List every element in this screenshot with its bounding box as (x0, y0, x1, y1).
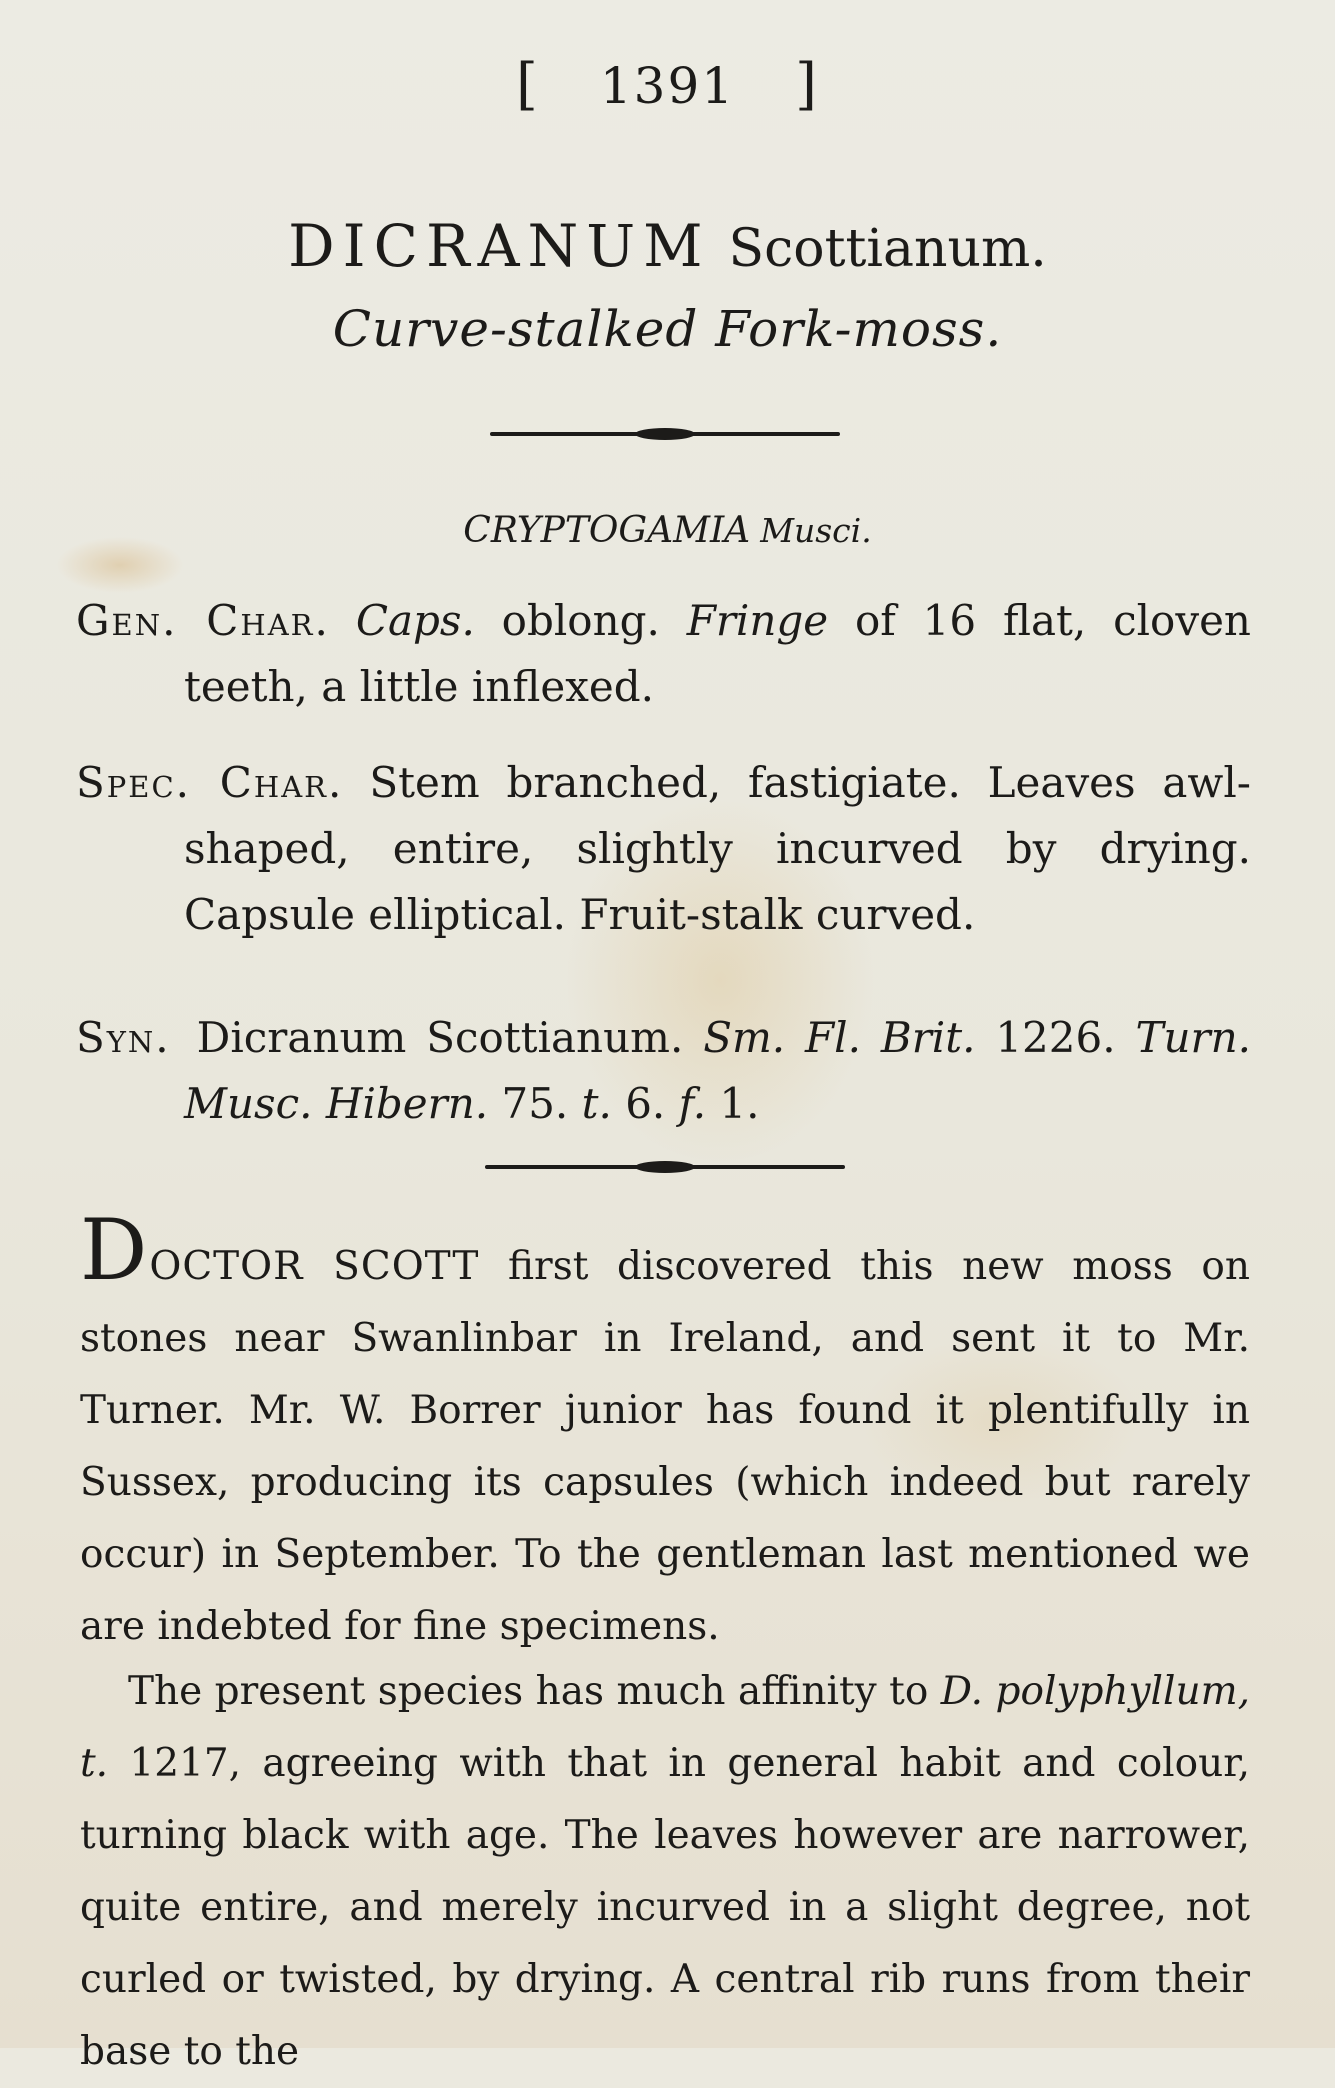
paragraph-2-species-ref: D. polyphyllum, (940, 1669, 1251, 1714)
syn-ref-t: t. (581, 1079, 612, 1128)
page-number-value: 1391 (599, 57, 736, 115)
gen-char-text-2: of 16 flat, cloven teeth, a little inflexed. (184, 596, 1251, 711)
syn-label: Syn. (76, 1013, 171, 1062)
syn-text-4: 6. (611, 1079, 679, 1128)
gen-char-label: Gen. Char. (76, 596, 330, 645)
paragraph-1 (80, 1201, 1250, 1663)
lead-in: OCTOR SCOTT (149, 1244, 480, 1289)
paragraph-1-text: first discovered this new moss on stones near Swanlinbar in Ireland, and sent it to Mr. Turner. Mr. W. Borrer junior has found it plentifully in Sussex, producing its capsules (which indeed but rarely occur) in September. To the gentleman last mentioned we are indebted for fine specimens. (80, 1244, 1250, 1649)
page-number (0, 52, 1335, 117)
drop-cap: D (80, 1201, 148, 1299)
close-bracket: ] (795, 52, 819, 117)
common-name: Curve-stalked Fork-moss. (332, 300, 1003, 358)
syn-ref-f: f. (678, 1079, 707, 1128)
spec-char-text: Stem branched, fastigiate. Leaves awl-shaped, entire, slightly incurved by drying. Capsule elliptical. Fruit-stalk curved. (184, 758, 1251, 939)
paragraph-2 (80, 1656, 1250, 2088)
species-name: Scottianum. (728, 219, 1047, 279)
generic-character (76, 588, 1251, 720)
syn-ref-turner: Turn. Musc. Hibern. (184, 1013, 1251, 1128)
syn-text-1: Dicranum Scottianum. (196, 1013, 704, 1062)
syn-ref-smith: Sm. Fl. Brit. (703, 1013, 976, 1062)
paragraph-2-text-2: 1217, agreeing with that in general habit and colour, turning black with age. The leaves however are narrower, quite entire, and merely incurved in a slight degree, not curled or twisted, by drying. A central rib runs from their base to the (80, 1741, 1250, 2074)
gen-char-fringe: Fringe (686, 596, 829, 645)
classification-minor: Musci. (760, 511, 872, 550)
species-title (0, 212, 1335, 280)
ornamental-rule-bottom (485, 1165, 845, 1169)
open-bracket: [ (516, 52, 540, 117)
synonymy (76, 1005, 1251, 1137)
gen-char-text-1: oblong. (474, 596, 687, 645)
spec-char-label: Spec. Char. (76, 758, 344, 807)
gen-char-caps: Caps. (355, 596, 475, 645)
classification (0, 510, 1335, 551)
paragraph-2-t: t. (80, 1741, 109, 1786)
specific-character (76, 750, 1251, 948)
genus-name: DICRANUM (288, 212, 711, 280)
ornamental-rule-top (490, 432, 840, 436)
syn-text-2: 1226. (975, 1013, 1136, 1062)
paragraph-2-text-1: The present species has much affinity to (128, 1669, 941, 1714)
syn-text-3: 75. (488, 1079, 582, 1128)
syn-text-5: 1. (706, 1079, 760, 1128)
classification-major: CRYPTOGAMIA (463, 510, 751, 551)
